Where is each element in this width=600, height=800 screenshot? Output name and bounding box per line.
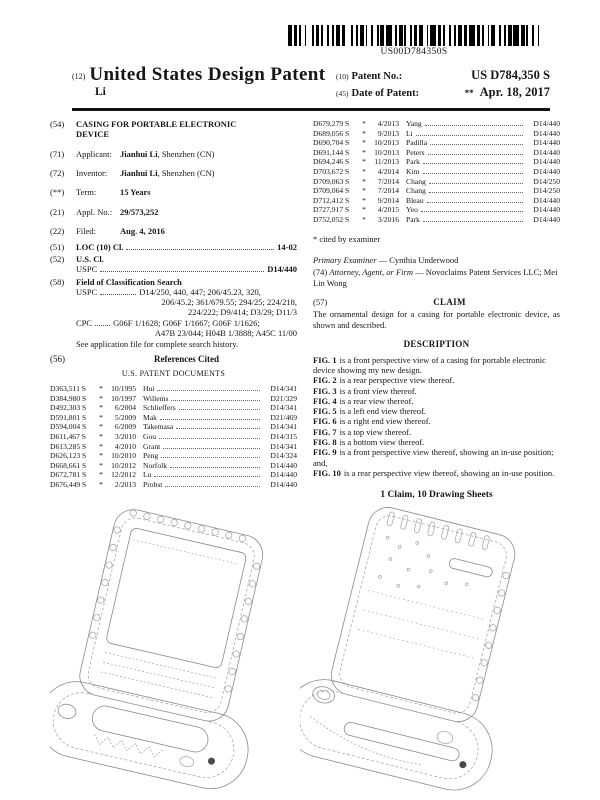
figure-label: FIG. 8 [313,437,337,448]
ref-date: 9/2013 [377,128,399,138]
ref-examiner-star: * [362,157,366,167]
reference-row [50,394,297,404]
primary-examiner-line [313,255,560,266]
figure-text: is a right end view thereof. [339,416,431,427]
ref-date: 7/2014 [377,186,399,196]
dotted-leader [425,120,523,126]
front-perspective-drawing [50,498,300,798]
reference-row [50,384,297,394]
ref-examiner-star: * [362,176,366,186]
figure-label: FIG. 1 [313,354,337,365]
ref-patent-number: D752,052 S [313,214,350,224]
ref-date: 10/2012 [111,460,136,470]
attorney-name: Novoclaims Patent Services LLC; Mei Lin Wong [313,267,558,288]
ref-patent-number: D363,511 S [50,384,87,394]
ref-classification: D14/250 [533,186,560,196]
field-54-code: (54) [50,119,65,129]
references-list-right [313,119,560,225]
appl-no-value: 29/573,252 [120,206,159,217]
uspc-label: USPC [76,264,98,275]
attorney-line [313,267,560,288]
field-54-title [50,119,297,140]
ref-inventor-name: Li [406,128,413,138]
figure-text: is a rear perspective view thereof. [339,375,455,386]
figure-text: is a bottom view thereof. [339,437,425,448]
figure-description-line [313,355,560,376]
ref-examiner-star: * [99,451,103,461]
ref-examiner-star: * [99,432,103,442]
reference-row [50,451,297,461]
ref-inventor-name: Willems [143,393,169,403]
field-of-search-label: Field of Classification Search [76,276,182,287]
ref-classification: D14/341 [270,403,297,413]
ref-classification: D14/324 [270,451,297,461]
reference-row [313,186,560,196]
figure-text: is a front perspective view of a casing for portable electronic device showing my new design. [313,354,546,375]
claims-sheets-note: 1 Claim, 10 Drawing Sheets [380,490,493,501]
figure-label: FIG. 3 [313,385,337,396]
dotted-leader [423,168,523,174]
references-cited-heading [50,354,297,364]
figure-description-line [313,386,560,396]
reference-row [50,403,297,413]
loc-value: 14-02 [277,241,297,252]
dotted-leader [428,149,523,155]
claim-text: The ornamental design for a casing for portable electronic device, as shown and described. [313,309,560,331]
field-71-code: (71) [50,148,65,159]
dotted-leader [179,404,260,410]
search-cpc-cont-line: A47B 23/044; H04B 1/3888; A45C 11/00 [154,327,297,338]
ref-inventor-name: Lu [143,470,152,480]
ref-inventor-name: Mak [143,412,157,422]
ref-patent-number: D613,285 S [50,441,87,451]
us-patent-documents-heading: U.S. PATENT DOCUMENTS [121,369,226,379]
attorney-label: Attorney, Agent, or Firm [329,267,413,278]
search-uspc-prefix: USPC [76,286,98,297]
ref-patent-number: D727,917 S [313,205,350,215]
ref-inventor-name: Park [406,214,420,224]
ref-classification: D14/440 [533,119,560,128]
figure-description-line [313,396,560,406]
ref-patent-number: D626,123 S [50,451,87,461]
ref-inventor-name: Peters [406,147,425,157]
dotted-leader [159,433,260,439]
reference-row [50,470,297,480]
description-heading: DESCRIPTION [403,338,470,349]
ref-classification: D14/440 [533,195,560,205]
ref-date: 11/2013 [374,157,399,167]
claim-heading [313,297,560,307]
appl-no-label: Appl. No.: [76,206,113,217]
dotted-leader [427,197,523,203]
figure-description-line [313,427,560,437]
ref-inventor-name: Norfolk [143,460,168,470]
ref-classification: D14/440 [533,138,560,148]
figure-description-line [313,375,560,385]
dotted-leader [165,481,260,487]
figure-label: FIG. 6 [313,416,337,427]
inventor-location: , Shenzhen (CN) [157,168,215,179]
dotted-leader [100,265,264,272]
ref-patent-number: D709,064 S [313,186,350,196]
ref-examiner-star: * [362,119,366,128]
figure-description-line [313,468,560,478]
dotted-leader [160,414,260,420]
ref-inventor-name: Yang [406,119,422,128]
ref-examiner-star: * [362,166,366,176]
barcode-icon [288,25,540,46]
reference-row [313,196,560,206]
figure-label: FIG. 5 [313,406,337,417]
search-uspc-classes: D14/250, 440, 447; 206/45.23, 320, [139,286,261,297]
drawing-sheet [30,498,570,798]
dotted-leader [423,158,523,164]
term-extension-stars: ** [464,88,474,98]
header-rule [72,108,550,111]
ref-date: 4/2010 [114,441,136,451]
figure-label: FIG. 9 [313,447,337,458]
barcode-block [288,25,540,57]
ref-date: 6/2004 [114,403,136,413]
ref-date: 10/2010 [111,451,136,461]
ref-patent-number: D594,004 S [50,422,87,432]
separator: — [376,254,390,265]
ref-patent-number: D712,412 S [313,195,350,205]
ref-date: 5/2009 [114,412,136,422]
field-71-applicant [50,149,297,159]
ref-classification: D14/440 [533,157,560,167]
filed-label: Filed: [76,226,96,237]
reference-row [50,422,297,432]
figure-text: is a front perspective view thereof, showing an in-use position; and, [313,447,554,468]
field-term [50,187,297,197]
header-right [336,64,550,102]
figure-text: is a rear perspective view thereof, showing an in-use position. [343,467,555,478]
ref-date: 10/2013 [374,147,399,157]
dotted-leader [100,288,136,295]
header-left [72,64,325,102]
us-cl-label: U.S. Cl. [76,253,104,264]
figure-description-line [313,416,560,426]
ref-inventor-name: Grant [143,441,161,451]
figure-description-line [313,447,560,468]
rear-perspective-drawing [300,498,550,798]
field-21-code: (21) [50,206,65,217]
ref-examiner-star: * [99,403,103,413]
field-term-code: (**) [50,187,65,198]
ref-examiner-star: * [99,460,103,470]
field-22-code: (22) [50,226,65,237]
claim-title: CLAIM [433,297,466,308]
ref-patent-number: D709,063 S [313,176,350,186]
applicant-label: Applicant: [76,148,112,159]
ref-patent-number: D679,279 S [313,119,350,128]
ref-examiner-star: * [99,480,103,490]
ref-date: 6/2009 [114,422,136,432]
search-uspc-continuation [76,297,297,317]
field-72-code: (72) [50,168,65,179]
date-of-patent-label: Date of Patent: [351,88,420,99]
field-52-code: (52) [50,253,65,264]
ref-examiner-star: * [362,128,366,138]
ref-examiner-star: * [99,393,103,403]
ref-date: 3/2010 [114,432,136,442]
figure-description-line [313,406,560,416]
ref-classification: D14/440 [270,480,297,490]
figure-descriptions [313,355,560,479]
dotted-leader [423,216,523,222]
filed-value: Aug. 4, 2016 [120,226,165,237]
ref-date: 10/1995 [111,384,136,394]
figure-label: FIG. 4 [313,395,337,406]
ref-patent-number: D691,144 S [313,147,350,157]
field-58-code: (58) [50,276,65,287]
ref-date: 3/2016 [377,214,399,224]
ref-examiner-star: * [99,470,103,480]
ref-patent-number: D668,661 S [50,460,87,470]
loc-label: LOC (10) Cl. [76,241,124,252]
ref-examiner-star: * [362,147,366,157]
dotted-leader [416,130,523,136]
ref-inventor-name: Takemasa [143,422,174,432]
dotted-leader [429,178,523,184]
field-58-search [50,277,297,349]
figure-text: is a left end view thereof. [339,406,427,417]
ref-classification: D21/469 [270,412,297,422]
ref-patent-number: D689,056 S [313,128,350,138]
ref-date: 10/1997 [111,393,136,403]
inventor-label: Inventor: [76,168,108,179]
primary-examiner-name: Cynthia Underwood [389,254,459,265]
right-column [313,119,560,500]
dotted-leader [430,139,523,145]
ref-examiner-star: * [99,384,103,394]
reference-row [313,205,560,215]
dotted-leader [161,452,260,458]
ref-classification: D14/341 [270,422,297,432]
search-uspc-cont-line: 206/45.2; 361/679.55; 294/25; 224/218, [161,297,297,308]
ref-patent-number: D591,801 S [50,412,87,422]
field-56-code: (56) [50,354,65,365]
reference-row [50,413,297,423]
reference-row [313,157,560,167]
patent-no-label: Patent No.: [351,71,403,82]
inventor-surname: Li [95,86,106,98]
ref-examiner-star: * [99,412,103,422]
term-label: Term: [76,187,97,198]
ref-inventor-name: Bleau [406,195,424,205]
uspc-value: D14/440 [267,264,297,275]
reference-row [50,480,297,490]
ref-patent-number: D694,246 S [313,157,350,167]
ref-inventor-name: Chang [406,186,426,196]
ref-classification: D14/440 [533,128,560,138]
dotted-leader [154,471,260,477]
kind-code: (12) [72,72,86,81]
inventor-name: Jianhui Li [120,168,158,179]
references-list-left [50,384,297,490]
ref-examiner-star: * [362,214,366,224]
references-cited-title: References Cited [153,354,220,365]
separator: — [412,267,426,278]
ref-examiner-star: * [362,138,366,148]
field-22-filed [50,226,297,236]
reference-row [313,215,560,225]
ref-examiner-star: * [362,195,366,205]
ref-classification: D14/341 [270,384,297,394]
ref-date: 4/2014 [377,166,399,176]
figure-text: is a rear view thereof. [339,395,414,406]
ref-patent-number: D672,781 S [50,470,87,480]
ref-date: 7/2014 [377,176,399,186]
ref-date: 9/2014 [377,195,399,205]
ref-inventor-name: Schlieffers [143,403,176,413]
ref-classification: D14/440 [270,470,297,480]
ref-inventor-name: Peng [143,451,159,461]
ref-inventor-name: Hui [143,384,155,394]
ref-examiner-star: * [362,205,366,215]
ref-patent-number: D611,467 S [50,432,87,442]
ref-patent-number: D690,704 S [313,138,350,148]
dotted-leader [157,385,260,391]
figure-description-line [313,437,560,447]
dotted-leader [421,206,523,212]
field-52-uscl [50,254,297,275]
reference-row [313,129,560,139]
dotted-leader [429,187,523,193]
patent-no-field-code: (10) [336,72,349,81]
field-72-inventor [50,168,297,178]
ref-inventor-name: Probst [143,480,163,490]
reference-row [313,167,560,177]
field-51-code: (51) [50,241,65,252]
ref-date: 4/2013 [377,119,399,128]
ref-classification: D14/440 [533,166,560,176]
ref-patent-number: D492,303 S [50,403,87,413]
ref-inventor-name: Park [406,157,420,167]
header [72,64,550,102]
ref-examiner-star: * [99,441,103,451]
ref-inventor-name: Padilla [406,138,428,148]
ref-inventor-name: Chang [406,176,426,186]
ref-inventor-name: Yeo [406,205,418,215]
dotted-leader [171,395,260,401]
left-column [50,119,297,500]
search-cpc-prefix: CPC [76,317,93,328]
ref-classification: D21/329 [270,393,297,403]
date-of-patent-value: Apr. 18, 2017 [479,85,550,99]
field-51-loc [50,242,297,252]
dotted-leader [95,319,110,326]
field-21-appl-no [50,207,297,217]
reference-row [313,148,560,158]
ref-examiner-star: * [362,186,366,196]
figure-label: FIG. 10 [313,467,341,478]
ref-patent-number: D703,672 S [313,166,350,176]
reference-row [313,119,560,129]
ref-examiner-star: * [99,422,103,432]
ref-inventor-name: Kim [406,166,420,176]
ref-patent-number: D676,449 S [50,480,87,490]
dotted-leader [126,243,274,250]
reference-row [313,177,560,187]
term-value: 15 Years [120,187,151,198]
ref-classification: D14/341 [270,441,297,451]
ref-classification: D14/440 [270,460,297,470]
ref-date: 12/2012 [111,470,136,480]
applicant-location: , Shenzhen (CN) [157,148,215,159]
patent-no-value: US D784,350 S [471,68,550,82]
reference-row [50,442,297,452]
figure-text: is a front view thereof. [339,385,417,396]
barcode-text: US00D784350S [380,47,448,57]
primary-examiner-label: Primary Examiner [313,254,377,265]
invention-title: CASING FOR PORTABLE ELECTRONIC DEVICE [76,119,237,140]
figure-label: FIG. 2 [313,375,337,386]
dotted-leader [170,462,260,468]
field-74-code: (74) [313,267,330,278]
ref-inventor-name: Gou [143,432,157,442]
figure-label: FIG. 7 [313,426,337,437]
figure-text: is a top view thereof. [339,426,412,437]
field-57-code: (57) [313,297,328,308]
ref-classification: D14/250 [533,176,560,186]
reference-row [50,461,297,471]
dotted-leader [176,423,260,429]
ref-date: 2/2013 [114,480,136,490]
ref-date: 4/2015 [377,205,399,215]
cited-by-examiner-note: * cited by examiner [313,233,381,244]
dotted-leader [163,443,260,449]
date-field-code: (45) [336,89,349,98]
applicant-name: Jianhui Li [120,148,158,159]
search-cpc-continuation [76,328,297,338]
search-uspc-cont-line: 224/222; D9/414; D3/29; D11/3 [187,307,297,318]
reference-row [313,138,560,148]
ref-classification: D14/440 [533,147,560,157]
reference-row [50,432,297,442]
ref-classification: D14/315 [270,432,297,442]
ref-classification: D14/440 [533,214,560,224]
search-history-note: See application file for complete search history. [76,338,239,349]
search-cpc-classes: G06F 1/1628; G06F 1/1667; G06F 1/1626; [113,317,260,328]
body-columns [50,119,560,500]
document-type-title: United States Design Patent [89,64,326,85]
ref-date: 10/2013 [374,138,399,148]
ref-patent-number: D384,980 S [50,393,87,403]
ref-classification: D14/440 [533,205,560,215]
